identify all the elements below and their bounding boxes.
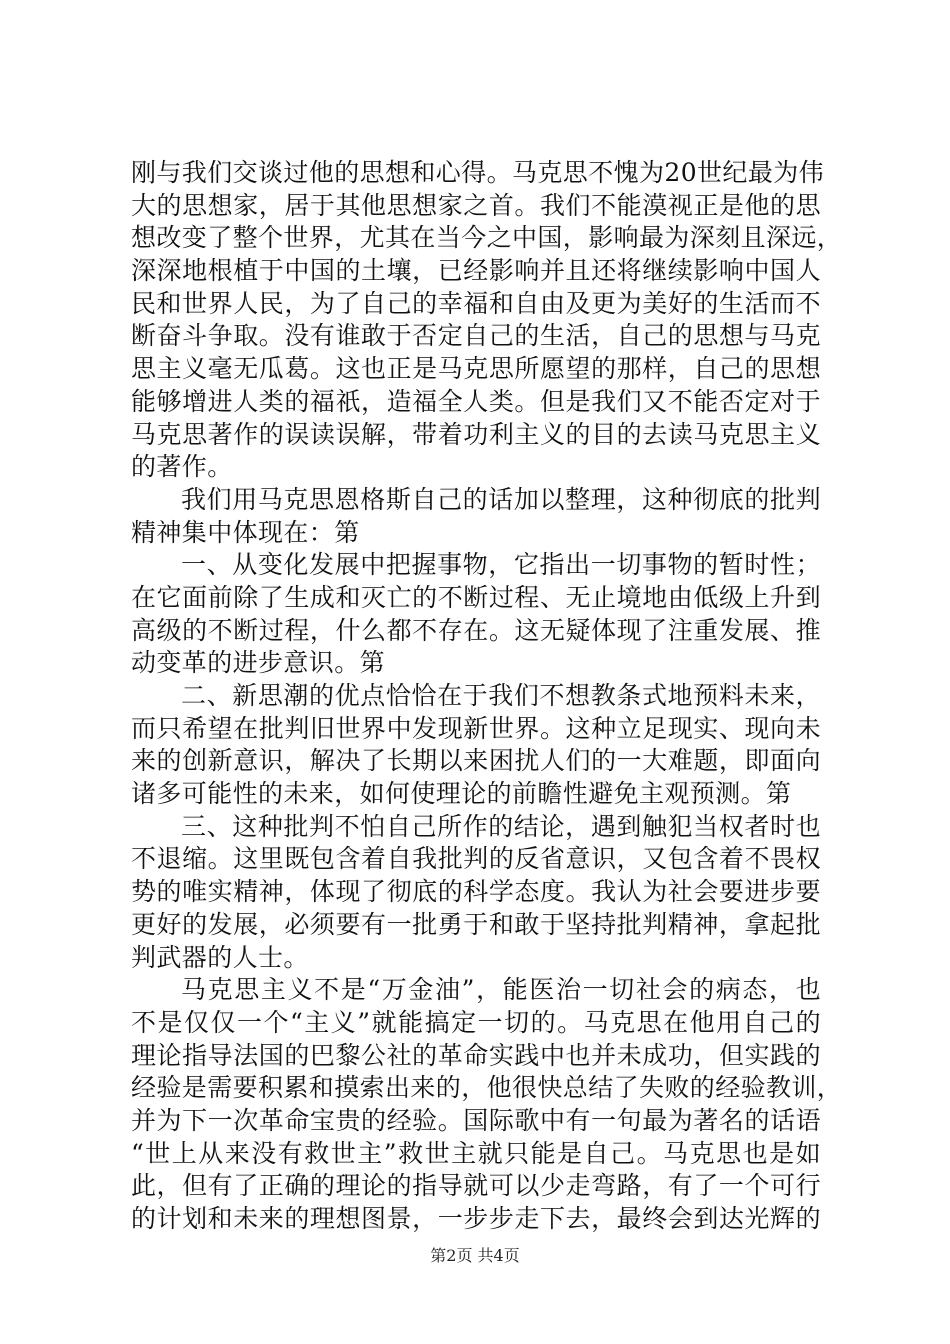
text-line: 诸多可能性的未来，如何使理论的前瞻性避免主观预测。第 xyxy=(131,779,792,809)
text-line: 判武器的人士。 xyxy=(131,942,309,972)
text-line: 精神集中体现在：第 xyxy=(131,517,360,547)
text-line: 并为下一次革命宝贵的经验。国际歌中有一句最为著名的话语 xyxy=(131,1105,821,1135)
text-line: 大的思想家，居于其他思想家之首。我们不能漠视正是他的思 xyxy=(131,190,821,220)
text-line: 二、新思潮的优点恰恰在于我们不想教条式地预料未来， xyxy=(181,681,821,710)
text-line: 经验是需要积累和摸索出来的，他很快总结了失败的经验教训， xyxy=(131,1073,843,1103)
text-line: 来的创新意识，解决了长期以来困扰人们的一大难题，即面向 xyxy=(131,746,821,776)
text-line: 高级的不断过程，什么都不存在。这无疑体现了注重发展、推 xyxy=(131,615,821,645)
text-line: 思主义毫无瓜葛。这也正是马克思所愿望的那样，自己的思想 xyxy=(131,354,821,384)
text-line: 动变革的进步意识。第 xyxy=(131,648,386,678)
text-line: 我们用马克思恩格斯自己的话加以整理，这种彻底的批判 xyxy=(181,484,821,514)
text-line: 不退缩。这里既包含着自我批判的反省意识，又包含着不畏权 xyxy=(131,844,821,874)
text-line: 的著作。 xyxy=(131,452,233,482)
text-line: 马克思著作的误读误解，带着功利主义的目的去读马克思主义 xyxy=(131,419,821,449)
text-line: 不是仅仅一个“主义”就能搞定一切的。马克思在他用自己的 xyxy=(131,1007,821,1037)
page-footer: 第2页 共4页 xyxy=(430,1246,520,1265)
text-line: 而只希望在批判旧世界中发现新世界。这种立足现实、现向未 xyxy=(131,713,821,743)
text-line: 能够增进人类的福祇，造福全人类。但是我们又不能否定对于 xyxy=(131,386,821,416)
text-line: 在它面前除了生成和灭亡的不断过程、无止境地由低级上升到 xyxy=(131,582,821,612)
text-line: 理论指导法国的巴黎公社的革命实践中也并未成功，但实践的 xyxy=(131,1040,821,1070)
text-line: 一、从变化发展中把握事物，它指出一切事物的暂时性； xyxy=(181,550,821,580)
text-line: 此，但有了正确的理论的指导就可以少走弯路，有了一个可行 xyxy=(131,1171,821,1201)
text-line: “世上从来没有救世主”救世主就只能是自己。马克思也是如 xyxy=(131,1138,821,1168)
text-line: 民和世界人民，为了自己的幸福和自由及更为美好的生活而不 xyxy=(131,288,821,318)
text-line: 更好的发展，必须要有一批勇于和敢于坚持批判精神，拿起批 xyxy=(131,909,821,939)
text-line: 深深地根植于中国的土壤，已经影响并且还将继续影响中国人 xyxy=(131,256,821,286)
text-line: 刚与我们交谈过他的思想和心得。马克思不愧为20世纪最为伟 xyxy=(131,158,825,187)
text-line: 三、这种批判不怕自己所作的结论，遇到触犯当权者时也 xyxy=(181,811,821,841)
text-line: 想改变了整个世界，尤其在当今之中国，影响最为深刻且深远， xyxy=(131,223,843,253)
body-text xyxy=(131,157,843,1236)
text-line: 势的唯实精神，体现了彻底的科学态度。我认为社会要进步要 xyxy=(131,877,821,907)
text-line: 马克思主义不是“万金油”，能医治一切社会的病态，也 xyxy=(181,975,821,1005)
text-line: 的计划和未来的理想图景，一步步走下去，最终会到达光辉的 xyxy=(131,1204,821,1233)
text-line: 断奋斗争取。没有谁敢于否定自己的生活，自己的思想与马克 xyxy=(131,321,821,351)
